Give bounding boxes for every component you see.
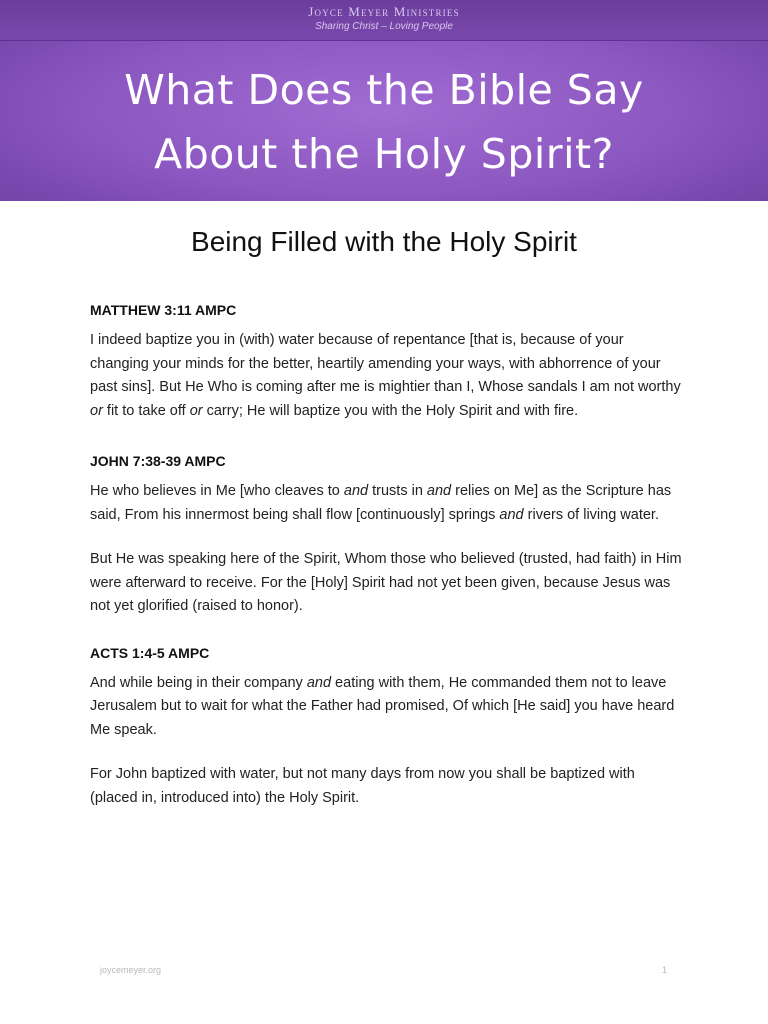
scripture-section — [90, 302, 685, 423]
page-number: 1 — [662, 965, 668, 975]
italic-word: and — [306, 674, 332, 691]
scripture-paragraph — [90, 329, 685, 423]
scripture-paragraph — [90, 672, 685, 743]
brand-name[interactable]: Joyce Meyer Ministries — [308, 4, 460, 19]
scripture-reference: MATTHEW 3:11 AMPC — [90, 302, 237, 318]
text-run: And while being in their company — [90, 674, 307, 691]
text-run: For John baptized with water, but not many days from now you shall be baptized with (placed in, introduced into) the Holy Spirit. — [90, 766, 635, 806]
page-heading: Being Filled with the Holy Spirit — [191, 226, 577, 257]
text-run: eating with them, He commanded them not to leave Jerusalem but to wait for what the Father had promised, Of which [He said] you have heard Me speak. — [90, 674, 675, 738]
scripture-paragraph — [90, 480, 685, 527]
text-run: I indeed baptize you in (with) water because of repentance [that is, because of your changing your minds for the better, heartily amending your ways, with abhorrence of your past sins]. But He Who is coming after me is mightier than I, Whose sandals I am not worthy — [90, 332, 681, 395]
scripture-reference: JOHN 7:38-39 AMPC — [90, 453, 226, 469]
text-run: relies on Me] as the Scripture has said, From his innermost being shall flow [continuously] springs — [90, 483, 672, 523]
scripture-section — [90, 453, 685, 619]
banner-title-line-2: About the Holy Spirit? — [154, 130, 614, 178]
header-banner — [0, 0, 768, 201]
text-run: rivers of living water. — [523, 506, 659, 523]
footer-url[interactable]: joycemeyer.org — [100, 965, 162, 975]
scripture-section — [90, 645, 685, 811]
italic-word: and — [499, 506, 524, 523]
scripture-paragraph — [90, 763, 685, 810]
brand-bar — [0, 0, 768, 41]
italic-word: or — [189, 402, 203, 419]
text-run: He who believes in Me [who cleaves to — [90, 483, 344, 499]
text-run: But He was speaking here of the Spirit, Whom those who believed (trusted, had faith) in Him were afterward to receive. For the [Holy] Spirit had not yet been given, because Jesus was not yet glorified (raised to honor). — [90, 551, 682, 614]
italic-word: and — [426, 483, 452, 499]
scripture-reference: ACTS 1:4-5 AMPC — [90, 644, 210, 661]
italic-word: or — [90, 402, 103, 419]
banner-title — [0, 58, 768, 186]
scripture-paragraph — [90, 548, 685, 619]
scripture-content — [90, 302, 685, 836]
italic-word: and — [343, 483, 369, 499]
text-run: fit to take off — [102, 402, 190, 419]
text-run: carry; He will baptize you with the Holy Spirit and with fire. — [202, 402, 579, 419]
text-run: trusts in — [368, 483, 427, 499]
brand-tagline: Sharing Christ – Loving People — [315, 21, 453, 32]
banner-title-line-1: What Does the Bible Say — [124, 66, 644, 114]
